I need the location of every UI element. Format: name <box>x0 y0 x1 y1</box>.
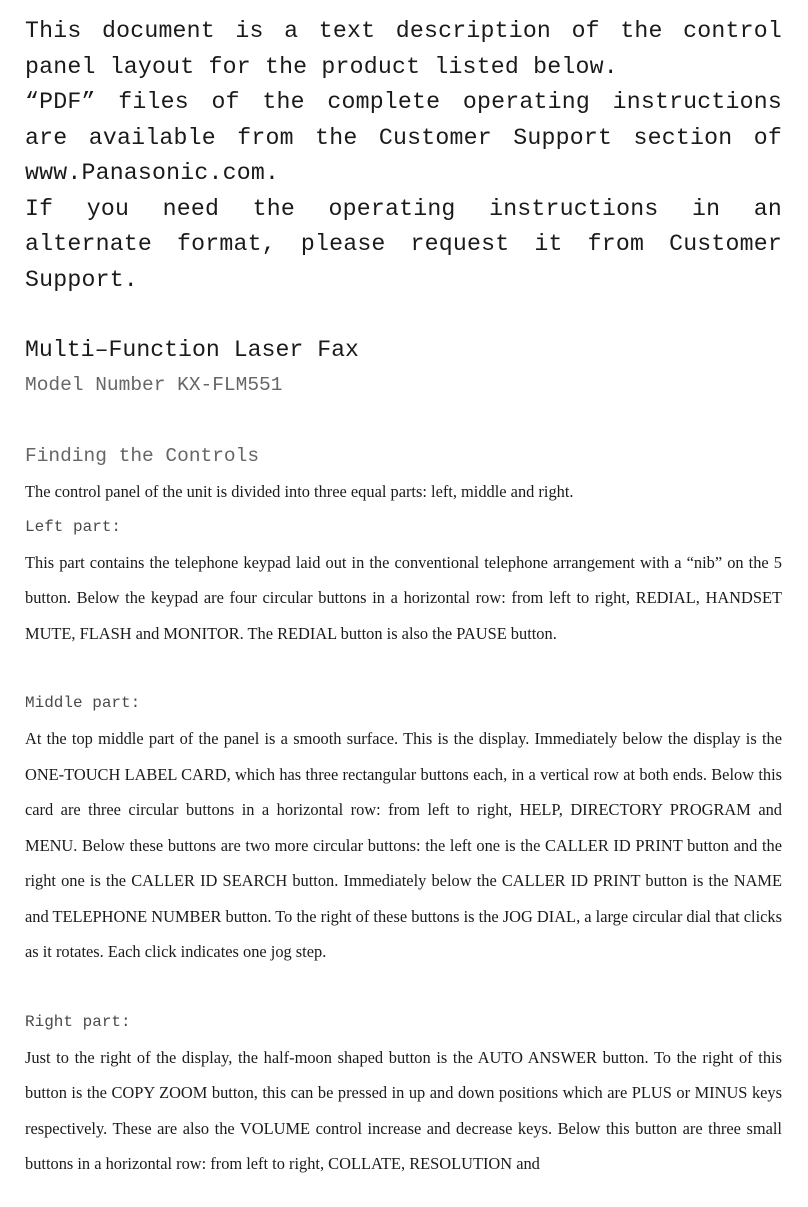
spacer <box>25 651 782 686</box>
model-number: Model Number KX-FLM551 <box>25 374 283 396</box>
left-part-heading: Left part: <box>25 517 122 536</box>
intro-block <box>25 14 782 298</box>
right-part-description: Just to the right of the display, the half-moon shaped button is the AUTO ANSWER button. To the right of this button is the COPY ZOOM button, this can be pressed in up and down positions which are PLUS or MINUS keys respectively. These are also the VOLUME control increase and decrease keys. Below this button are three small buttons in a horizontal row: from left to right, COLLATE, RESOLUTION and <box>25 1047 782 1173</box>
document-page <box>25 14 782 1182</box>
product-title: Multi–Function Laser Fax <box>25 337 359 363</box>
middle-part-description: At the top middle part of the panel is a smooth surface. This is the display. Immediately below the display is the ONE-TOUCH LABEL CARD, which has three rectangular buttons each, in a vertical row at both ends. Below this card are three circular buttons in a horizontal row: from left to right, HELP, DIRECTORY PROGRAM and MENU. Below these buttons are two more circular buttons: the left one is the CALLER ID PRINT button and the right one is the CALLER ID SEARCH button. Immediately below the CALLER ID PRINT button is the NAME and TELEPHONE NUMBER button. To the right of these buttons is the JOG DIAL, a large circular dial that clicks as it rotates. Each click indicates one jog step. <box>25 729 782 961</box>
right-part-heading: Right part: <box>25 1012 131 1031</box>
intro-alternate-format: If you need the operating instructions in an alternate format, please request it from Customer Support. <box>25 195 782 293</box>
middle-part-heading: Middle part: <box>25 694 141 712</box>
section-title: Finding the Controls <box>25 445 260 467</box>
section-summary: The control panel of the unit is divided into three equal parts: left, middle and right. <box>25 482 574 501</box>
intro-description: This document is a text description of the control panel layout for the product listed below. <box>25 18 782 80</box>
left-part-description: This part contains the telephone keypad laid out in the conventional telephone arrangement with a “nib” on the 5 button. Below the keypad are four circular buttons in a horizontal row: from left to right, REDIAL, HANDSET MUTE, FLASH and MONITOR. The REDIAL button is also the PAUSE button. <box>25 552 782 643</box>
intro-pdf-availability: “PDF” files of the complete operating instructions are available from the Customer Support section of www.Panasonic.com. <box>25 89 782 186</box>
spacer <box>25 970 782 1005</box>
